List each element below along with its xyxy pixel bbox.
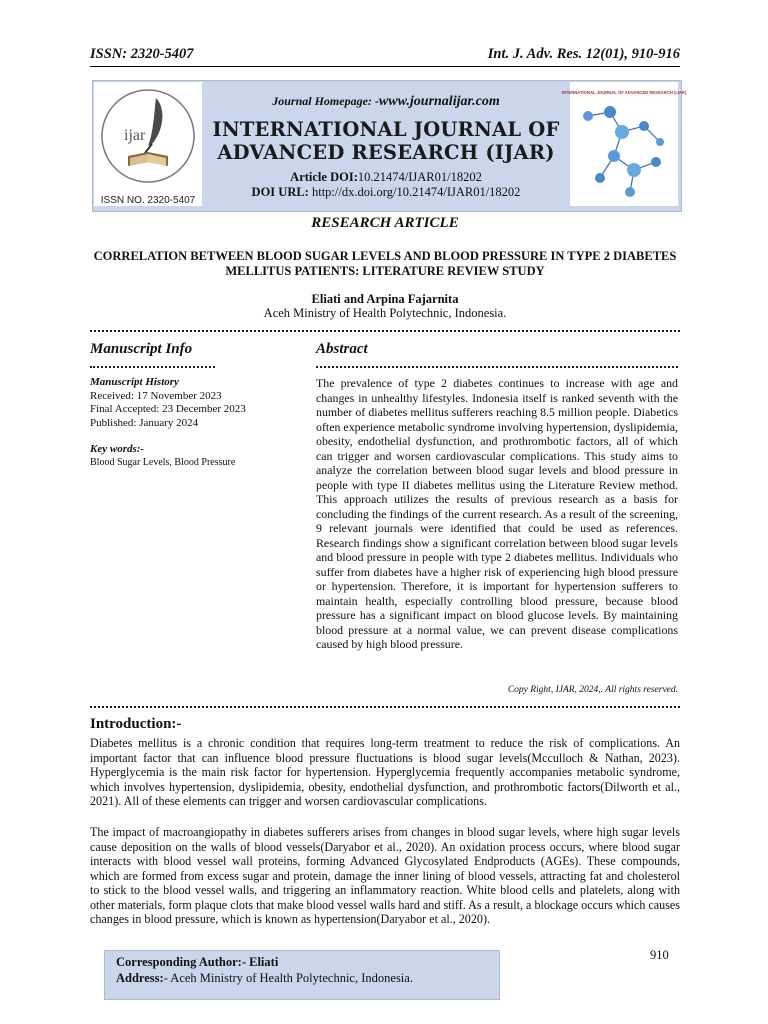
abstract-text: The prevalence of type 2 diabetes continues to increase with age and changes in unhealthy lifestyles. Indonesia itself is ranked seventh with the number of diabetes mellitus sufferers reaching 8.5 million people. Diabetics often experience metabolic syndrome involving hypertension, dyslipidemia, obesity, endothelial dysfunction, and prothrombotic factors, all of which can trigger and worsen cardiovascular complications. This study aims to analyze the correlation between blood sugar levels and blood pressure in people with type II diabetes mellitus using the Literature Review method. This approach utilizes the results of previous research as a basis for concluding the findings of the current research. As a result of the screening, 9 relevant journals were identified that could be used as references. Research findings show a significant correlation between blood sugar levels and blood pressure in people with type 2 diabetes mellitus. Individuals who suffer from diabetes have a higher risk of experiencing high blood pressure or hypertension. Therefore, it is important for hypertension sufferers to maintain health, especially controlling blood pressure, because blood pressure has a significant impact on blood glucose levels. By maintaining blood pressure at a normal value, we can prevent disease complications caused by high blood pressure. [316,376,678,652]
journal-cover-image [561,82,687,206]
copyright-notice: Copy Right, IJAR, 2024,. All rights reserved. [507,685,678,695]
journal-citation: Int. J. Adv. Res. 12(01), 910-916 [487,46,680,62]
journal-title-line2: ADVANCED RESEARCH (IJAR) [217,141,555,164]
received-date: Received: 17 November 2023 [90,389,222,402]
article-type: RESEARCH ARTICLE [311,215,459,231]
keywords-label: Key words:- [90,443,145,455]
address-label: Address: [116,971,164,985]
svg-text:ijar: ijar [124,127,146,144]
paper-title-line1: CORRELATION BETWEEN BLOOD SUGAR LEVELS AND BLOOD PRESSURE IN TYPE 2 DIABETES [93,249,677,263]
doi-url [205,185,567,200]
accepted-date: Final Accepted: 23 December 2023 [90,403,246,415]
introduction-paragraph-1: Diabetes mellitus is a chronic condition that requires long-term treatment to reduce the risk of complications. An important factor that can influence blood pressure fluctuations is blood sugar levels(Mcculloch & Nathan, 2023). Hyperglycemia is the main risk factor for hypertension. Hyperglycemia frequently accompanies metabolic syndrome, which involves hypertension, dyslipidemia, obesity, endothelial dysfunction, and prothrombotic factors(Dilworth et al., 2021). All of these elements can trigger and worsen cardiovascular complications. [90,736,680,808]
homepage-label: Journal Homepage: - [272,94,379,108]
doi-label: Article DOI: [290,170,358,184]
journal-title [205,118,567,164]
article-doi [205,170,567,185]
manuscript-history-label: Manuscript History [90,376,179,388]
paper-title-line2: MELLITUS PATIENTS: LITERATURE REVIEW STUDY [225,263,545,278]
molecule-cover-icon [561,82,687,206]
separator-manuscript-info [90,366,215,368]
published-date: Published: January 2024 [90,416,199,429]
separator-top [90,330,680,332]
corresponding-author: Corresponding Author:- Eliati [116,955,279,969]
abstract-heading: Abstract [316,341,368,357]
journal-logo [94,82,202,206]
keywords-value: Blood Sugar Levels, Blood Pressure [90,457,236,468]
doi-value: 10.21474/IJAR01/18202 [357,170,482,184]
issn-label: ISSN: 2320-5407 [90,46,194,62]
manuscript-history [90,376,246,430]
running-header [90,44,680,67]
address-value: - Aceh Ministry of Health Polytechnic, Indonesia. [163,971,413,985]
journal-homepage [205,94,567,110]
manuscript-info-heading: Manuscript Info [90,341,193,357]
introduction-heading: Introduction:- [90,716,182,732]
authors: Eliati and Arpina Fajarnita [311,292,459,306]
svg-text:ISSN NO. 2320-5407: ISSN NO. 2320-5407 [100,195,196,206]
corresponding-address [116,971,413,986]
keywords [90,443,235,469]
journal-title-line1: INTERNATIONAL JOURNAL OF [212,118,560,141]
doi-url-label: DOI URL: [251,185,309,199]
doi-url-link[interactable]: http://dx.doi.org/10.21474/IJAR01/18202 [311,185,521,199]
introduction-paragraph-2: The impact of macroangiopathy in diabetes sufferers arises from changes in blood sugar levels, where high sugar levels cause deposition on the walls of blood vessels(Daryabor et al., 2020). An oxidation process occurs, where blood sugar interacts with blood vessel wall proteins, forming Advanced Glycosylated Endproducts (AGEs). These compounds, which are formed from excess sugar and protein, damage the inner lining of blood vessels, attracting fat and cholesterol to stick to the blood vessel walls, and triggering an inflammatory reaction. White blood cells and platelets, along with other materials, form plaque clots that make blood vessel walls hard and stiff. As a result, a blockage occurs which causes changes in blood pressure, which is known as hypertension(Daryabor et al., 2020). [90,825,680,926]
separator-abstract [316,366,678,368]
page-number: 910 [650,948,669,962]
affiliation: Aceh Ministry of Health Polytechnic, Indonesia. [263,306,507,320]
paper-title [90,249,680,278]
svg-text:INTERNATIONAL JOURNAL OF ADVAN: INTERNATIONAL JOURNAL OF ADVANCED RESEARCH (IJAR) [561,90,687,95]
separator-bottom [90,706,680,708]
ijar-logo-icon [94,82,202,206]
homepage-link[interactable]: www.journalijar.com [378,94,500,109]
